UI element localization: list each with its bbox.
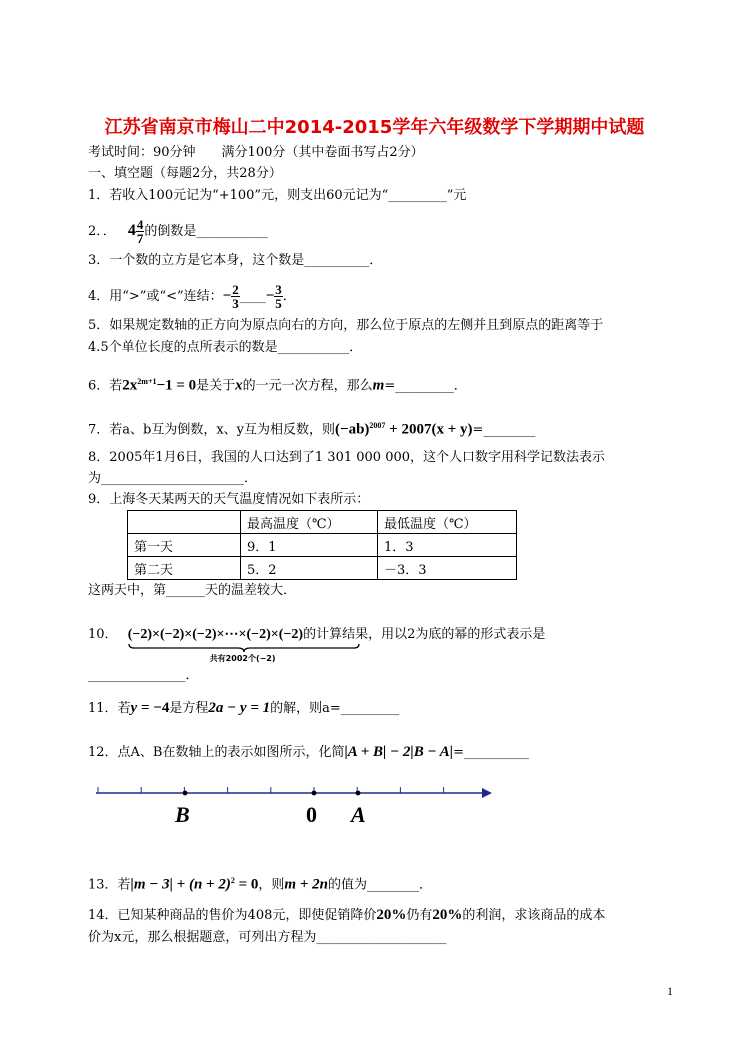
question-14-line-2: 价为x元，那么根据题意，可列出方程为____________________ <box>88 930 447 945</box>
table-cell <box>128 511 241 534</box>
question-11: 11．若y = −4是方程2a − y = 1的解，则a=_________ <box>88 700 400 716</box>
brace-label: 共有2002个(−2) <box>209 654 276 663</box>
table-cell: 5．2 <box>241 557 378 580</box>
question-9: 9．上海冬天某两天的天气温度情况如下表所示： <box>88 492 370 507</box>
arrow-icon <box>482 788 492 798</box>
table-cell: 第一天 <box>128 534 241 557</box>
table-row <box>128 557 517 580</box>
number-line <box>96 782 498 804</box>
table-cell: 最高温度（℃） <box>241 511 378 534</box>
table-cell: 9．1 <box>241 534 378 557</box>
exam-info: 考试时间：90分钟 满分100分（其中卷面书写占2分） <box>88 145 424 160</box>
question-4: 4．用“>”或“<”连结：− $\frac{2}{3}$ ____− $\frac{3}{5}$ ． <box>88 282 296 311</box>
table-cell: 1．3 <box>378 534 517 557</box>
product-expression: (−2)×(−2)×(−2)×⋯×(−2)×(−2) <box>127 627 304 642</box>
point-a <box>356 791 361 796</box>
question-3: 3．一个数的立方是它本身，这个数是__________． <box>88 253 383 268</box>
section-heading: 一、填空题（每题2分，共28分） <box>88 166 282 181</box>
table-row <box>128 534 517 557</box>
question-8-line-2: 为______________________． <box>88 471 258 486</box>
question-9-followup: 这两天中，第______天的温差较大． <box>88 583 297 598</box>
question-12: 12．点A、B在数轴上的表示如图所示，化简|A + B| − 2|B − A|=__________ <box>88 744 529 760</box>
table-cell: －3．3 <box>378 557 517 580</box>
point-origin <box>312 791 317 796</box>
point-b <box>183 791 188 796</box>
label-a: A <box>351 802 366 827</box>
label-zero: 0 <box>306 802 317 827</box>
page-number: 1 <box>667 984 673 998</box>
question-10: 10． (−2)×(−2)×(−2)×⋯×(−2)×(−2) 共有2002个(−2) 的计算结果，用以2为底的幂的形式表示是 <box>88 627 545 643</box>
table-row <box>128 511 517 534</box>
question-8-line-1: 8．2005年1月6日，我国的人口达到了1 301 000 000，这个人口数字用科学记数法表示 <box>88 450 606 465</box>
question-10-line-2: _______________． <box>88 668 199 683</box>
label-b: B <box>175 802 190 827</box>
table-cell: 第二天 <box>128 557 241 580</box>
page-title: 江苏省南京市梅山二中2014-2015学年六年级数学下学期期中试题 <box>104 117 645 138</box>
question-7: 7．若a、b互为倒数，x、y互为相反数，则$(-ab)^{2007} + 2007(x$ + y)=________ <box>88 421 536 438</box>
question-2: 2．． 4 $\frac{4}{7}$ 的倒数是___________ <box>88 217 268 246</box>
question-5-line-2: 4.5个单位长度的点所表示的数是___________． <box>88 340 363 355</box>
table-cell: 最低温度（℃） <box>378 511 517 534</box>
temperature-table <box>127 510 517 580</box>
question-14-line-1: 14．已知某种商品的售价为408元，即使促销降价20%仍有20%的利润，求该商品的成本 <box>88 907 606 923</box>
question-5-line-1: 5．如果规定数轴的正方向为原点向右的方向，那么位于原点的左侧并且到原点的距离等于 <box>88 318 604 333</box>
question-1: 1．若收入100元记为“+100”元，则支出60元记为“_________”元 <box>88 188 467 203</box>
question-6: 6．若$2x^{2m+1}-1 = 0$是关于x的一元一次方程，那么m=_________． <box>88 377 467 394</box>
question-13: 13．若$|m - 3| + (n + 2)^2 = 0$，则m + 2n的值为________． <box>88 876 432 893</box>
